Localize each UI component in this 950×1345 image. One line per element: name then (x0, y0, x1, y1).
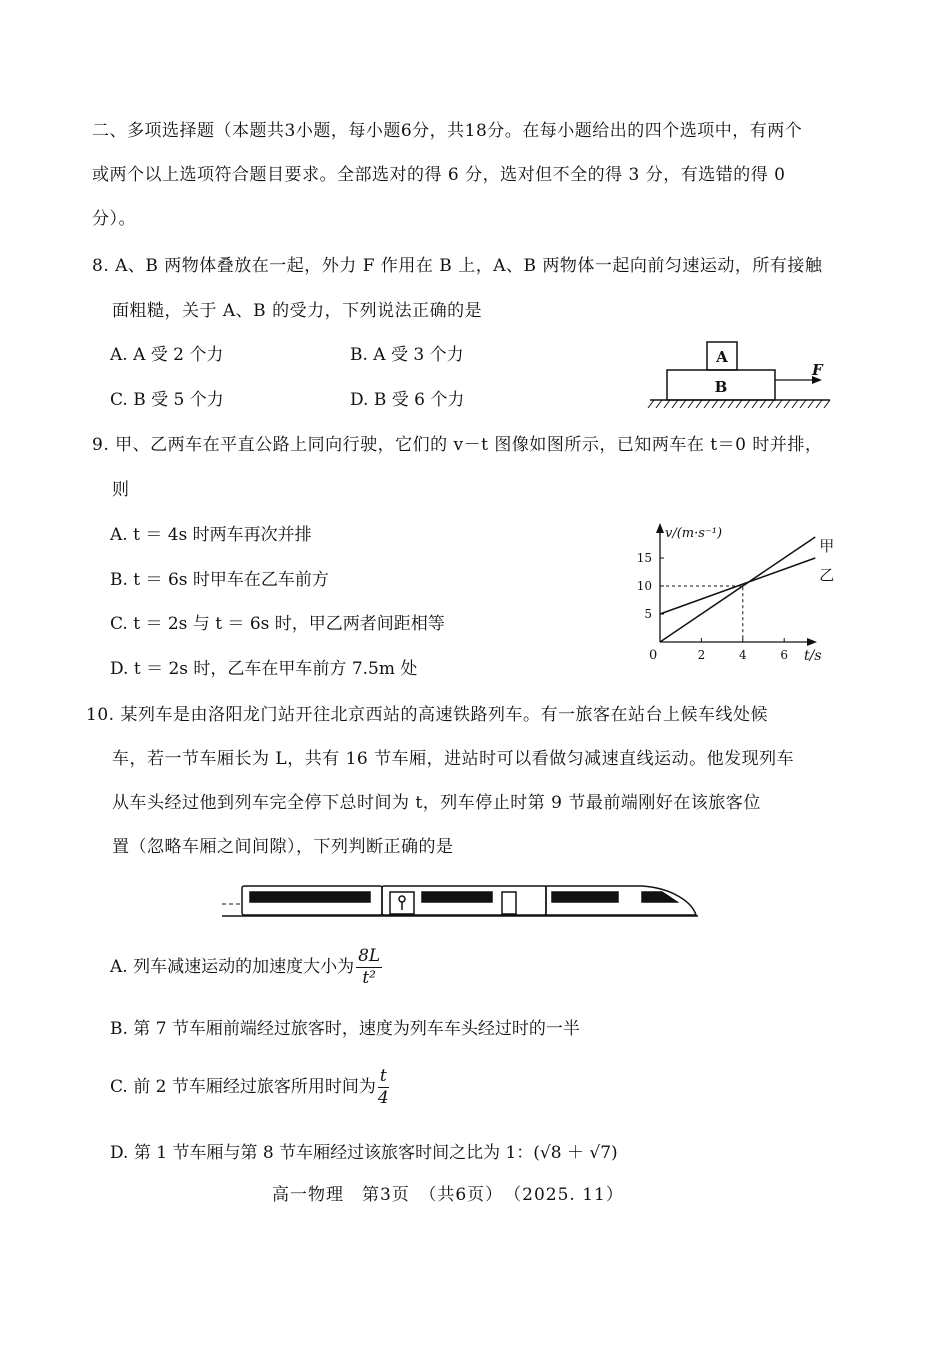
q10-option-c-numerator: t (379, 1066, 387, 1086)
origin-label: 0 (649, 648, 658, 663)
q10-option-a (110, 948, 384, 987)
q8-option-d: D. B 受 6 个力 (350, 390, 465, 410)
q10-option-a-text: A. 列车减速运动的加速度大小为 (110, 957, 355, 977)
train-head-car (546, 886, 696, 915)
y-axis-label: v/(m·s⁻¹) (665, 526, 723, 541)
q9-option-a: A. t ＝ 4s 时两车再次并排 (110, 525, 312, 545)
page-footer: 高一物理 第3页 （共6页） （2025. 11） (272, 1185, 624, 1205)
y-tick-label: 15 (636, 551, 652, 565)
section-heading-line-2: 或两个以上选项符合题目要求。全部选对的得 6 分，选对但不全的得 3 分，有选错的得 0 (92, 165, 786, 185)
q10-option-c-denominator: 4 (377, 1088, 389, 1108)
vt-chart (615, 515, 845, 675)
q10-option-c-text: C. 前 2 节车厢经过旅客所用时间为 (110, 1077, 376, 1097)
section-heading-line-3: 分）。 (92, 209, 136, 229)
series-line-1 (660, 537, 815, 642)
x-axis-arrow (807, 638, 817, 646)
q8-stem-line-1: 8. A、B 两物体叠放在一起，外力 F 作用在 B 上，A、B 两物体一起向前匀速运动，所有接触 (92, 256, 823, 276)
series-line-2 (660, 558, 815, 614)
block-b-label: B (714, 378, 728, 396)
x-tick-label: 6 (780, 648, 789, 662)
train-figure (222, 878, 702, 928)
q10-stem-line-1: 10. 某列车是由洛阳龙门站开往北京西站的高速铁路列车。有一旅客在站台上候车线处候 (86, 705, 768, 725)
force-label: F (812, 361, 823, 379)
x-tick-label: 4 (738, 648, 747, 662)
block-a-label: A (716, 348, 728, 366)
q10-option-a-denominator: t² (362, 968, 376, 988)
y-tick-label: 10 (636, 579, 652, 593)
y-tick-label: 5 (644, 607, 652, 621)
q10-option-a-numerator: 8L (358, 946, 381, 966)
x-tick-label: 2 (697, 648, 706, 662)
q8-block-figure (640, 335, 840, 415)
q10-option-c (110, 1068, 391, 1107)
y-axis-arrow (656, 523, 664, 533)
q10-option-b: B. 第 7 节车厢前端经过旅客时，速度为列车车头经过时的一半 (110, 1019, 580, 1039)
q10-stem-line-2: 车，若一节车厢长为 L，共有 16 节车厢，进站时可以看做匀减速直线运动。他发现列车 (112, 749, 795, 769)
section-heading-line-1: 二、多项选择题（本题共3小题，每小题6分，共18分。在每小题给出的四个选项中，有两个 (92, 121, 803, 141)
ground-hatching (648, 400, 830, 408)
q8-stem-line-2: 面粗糙，关于 A、B 的受力，下列说法正确的是 (112, 301, 483, 321)
series-label-2: 乙 (819, 566, 835, 584)
q9-stem-line-1: 9. 甲、乙两车在平直公路上同向行驶，它们的 v－t 图像如图所示，已知两车在 t＝0 时并排， (92, 435, 823, 455)
q9-option-d: D. t ＝ 2s 时，乙车在甲车前方 7.5m 处 (110, 659, 418, 679)
q9-option-b: B. t ＝ 6s 时甲车在乙车前方 (110, 570, 329, 590)
series-label-1: 甲 (819, 537, 835, 555)
q10-stem-line-4: 置（忽略车厢之间间隙），下列判断正确的是 (112, 837, 454, 857)
q10-stem-line-3: 从车头经过他到列车完全停下总时间为 t，列车停止时第 9 节最前端刚好在该旅客位 (112, 793, 761, 813)
q8-option-c: C. B 受 5 个力 (110, 390, 224, 410)
q9-option-c: C. t ＝ 2s 与 t ＝ 6s 时，甲乙两者间距相等 (110, 614, 445, 634)
q8-option-a: A. A 受 2 个力 (110, 345, 224, 365)
train-car-1 (242, 886, 382, 915)
q9-stem-line-2: 则 (112, 480, 130, 500)
x-axis-label: t/s (804, 648, 822, 664)
q10-option-d: D. 第 1 节车厢与第 8 节车厢经过该旅客时间之比为 1：(√8 ＋ √7) (110, 1143, 618, 1163)
train-car-2-with-passenger-door (382, 886, 546, 915)
q8-option-b: B. A 受 3 个力 (350, 345, 464, 365)
q10-option-a-fraction (356, 948, 382, 987)
q10-option-c-fraction (378, 1068, 389, 1107)
